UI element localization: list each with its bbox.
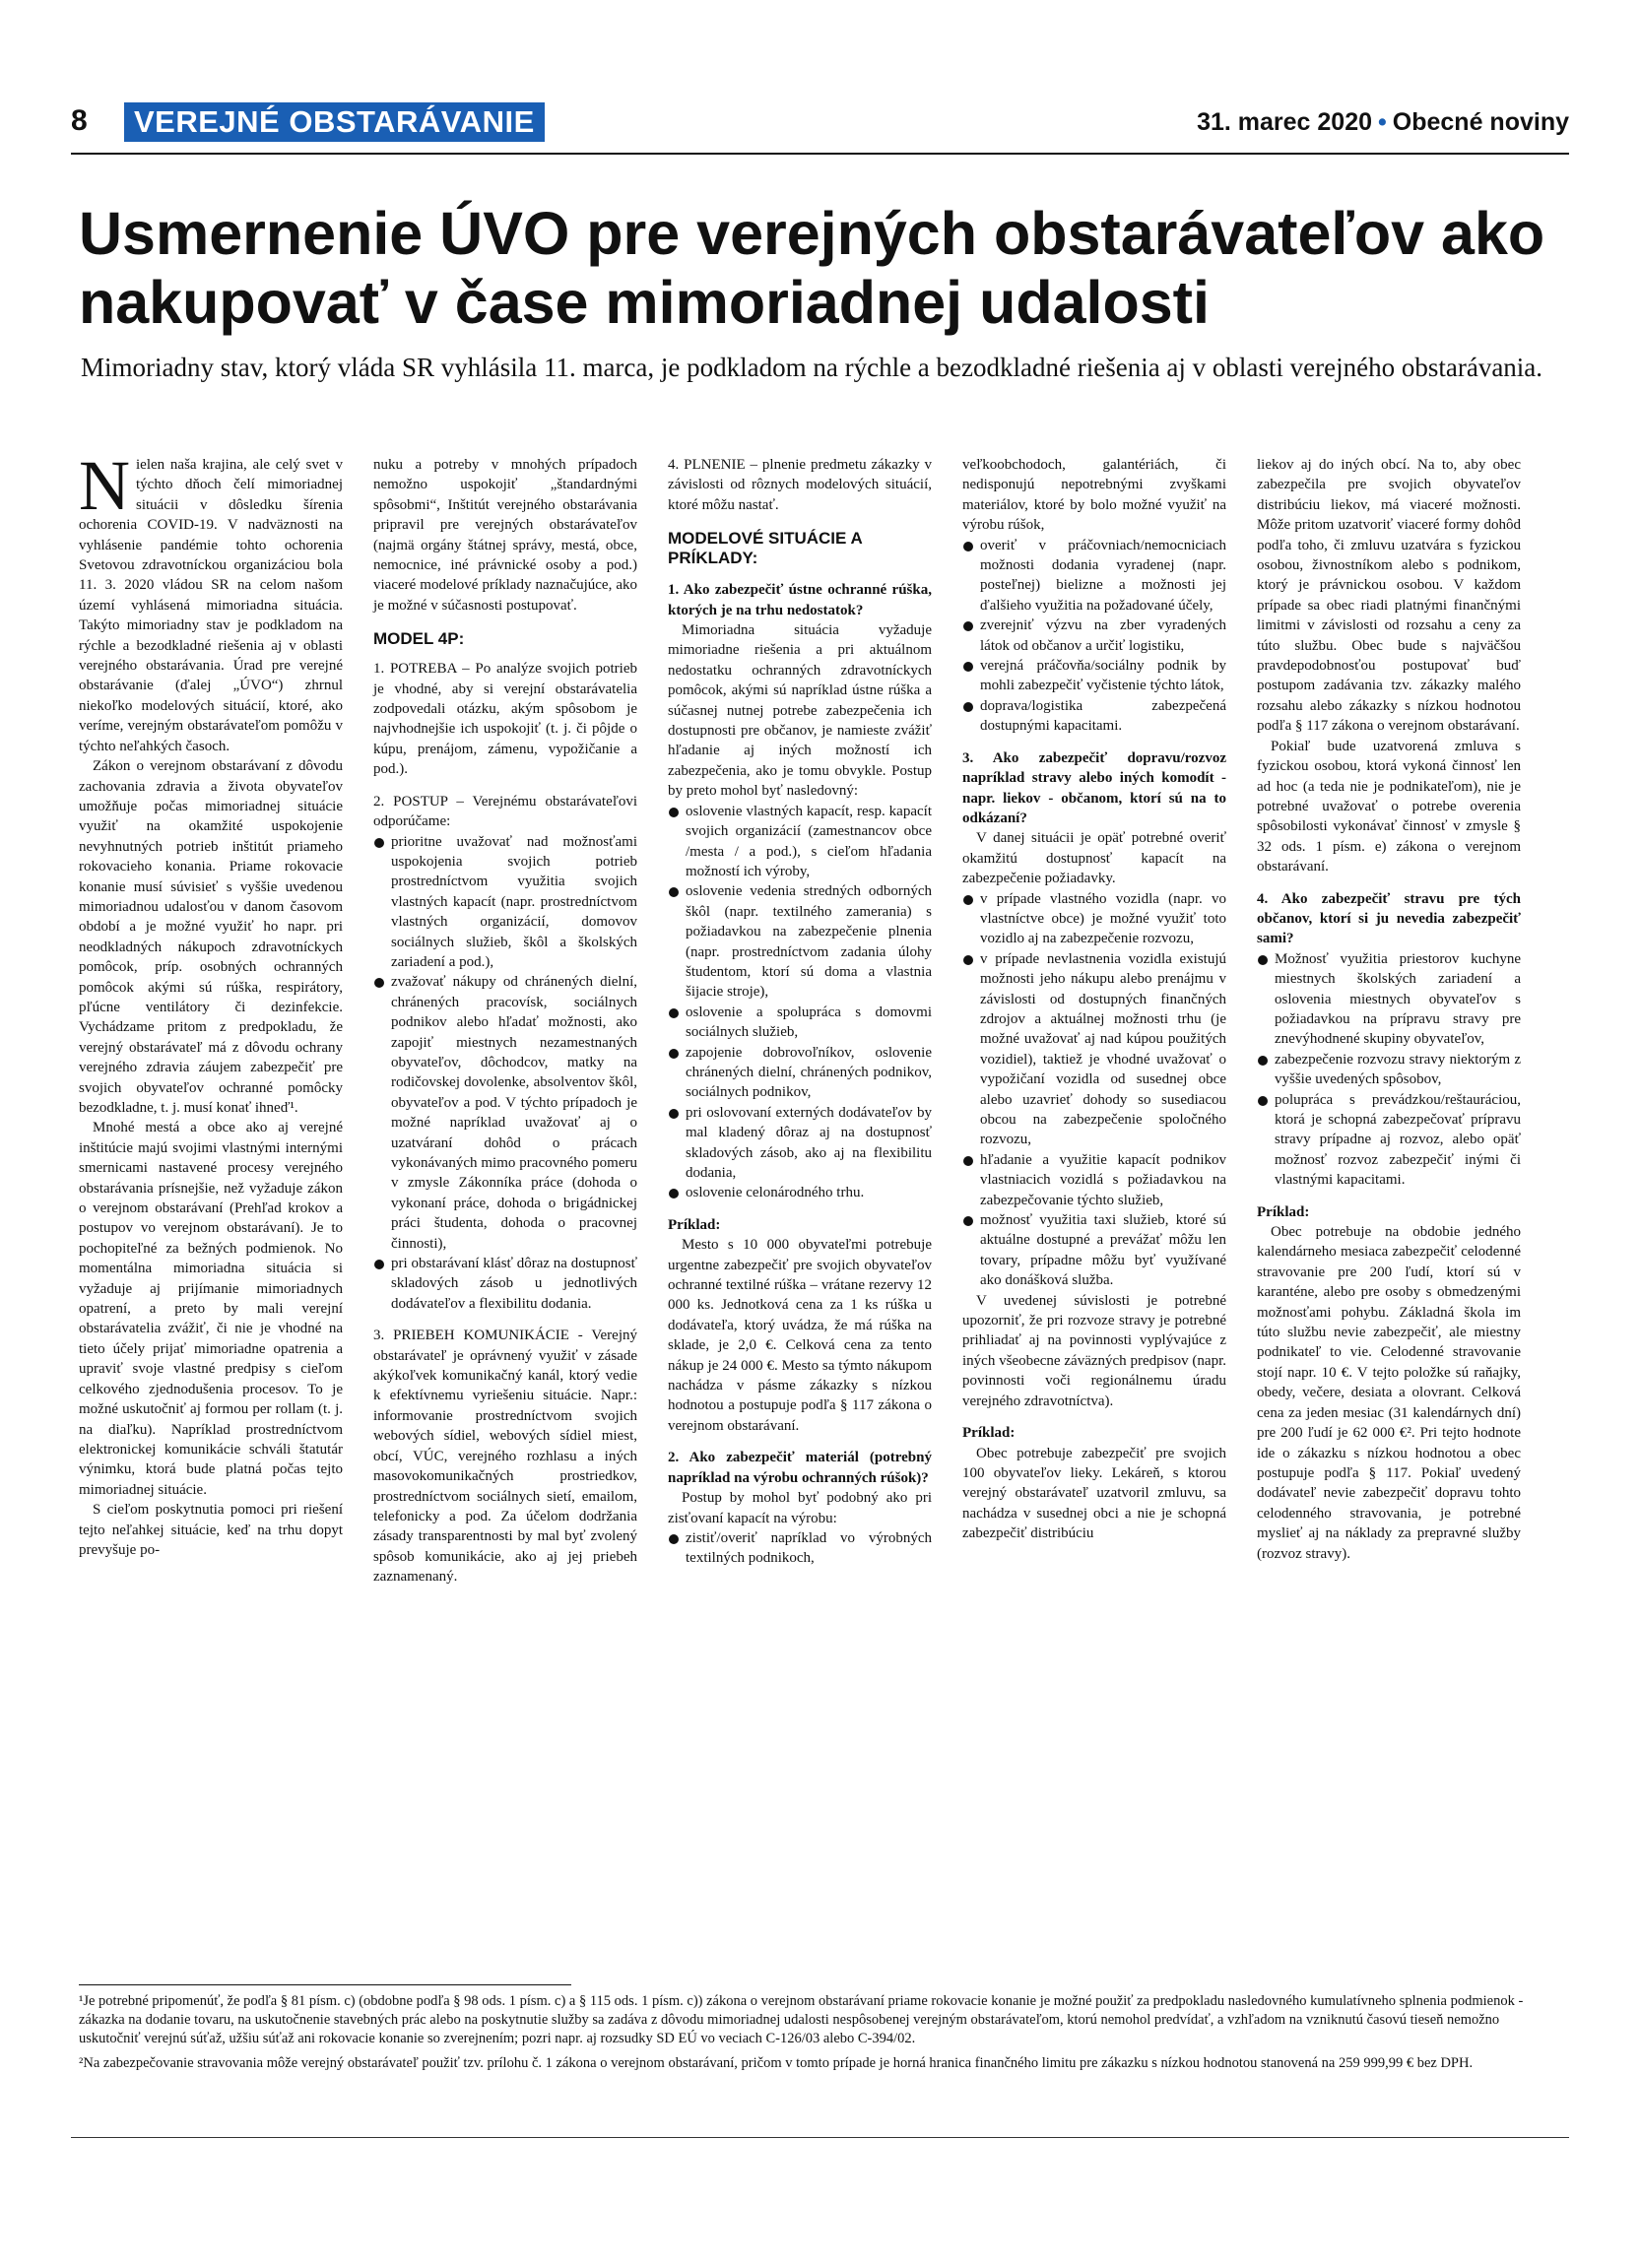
article-lead: Mimoriadny stav, ktorý vláda SR vyhlásila 11. marca, je podkladom na rýchle a bezodkladné riešenia aj v oblasti verejného obstarávania. xyxy=(81,353,1543,382)
paragraph: Postup by mohol byť podobný ako pri zisťovaní kapacít na výrobu: xyxy=(668,1490,932,1526)
list-item: zapojenie dobrovoľníkov, oslovenie chránených dielní, chránených podnikov, sociálnych podnikov, xyxy=(668,1043,932,1103)
intro-paragraph xyxy=(79,446,343,756)
header-rule xyxy=(71,153,1569,155)
issue-info xyxy=(1197,108,1569,137)
subheading: MODELOVÉ SITUÁCIE A PRÍKLADY: xyxy=(668,529,863,568)
question-heading: 1. Ako zabezpečiť ústne ochranné rúška, ktorých je na trhu nedostatok? xyxy=(668,582,932,618)
bullet-list xyxy=(1257,949,1521,1191)
paragraph: Mimoriadna situácia vyžaduje mimoriadne riešenia a pri aktuálnom nedostatku ochranných zdravotníckych pomôcok, akými sú napríklad ústne rúška a súčasnej nutnej potrebe zabezpečenia ich dostupnosti pre občanov, je namieste zvážiť hľadanie aj iných možností ich zabezpečenia, ako je tomu obvykle. Postup by preto mohol byť nasledovný: xyxy=(668,622,932,800)
paragraph: veľkoobchodoch, galantériách, či nedisponujú nepotrebnými zvyškami materiálov, ktoré by bolo možné využiť na výrobu rúšok, xyxy=(962,457,1226,534)
example-label: Príklad: xyxy=(1257,1203,1310,1220)
page-number: 8 xyxy=(71,104,88,137)
list-item: pri obstarávaní klásť dôraz na dostupnosť skladových zásob u jednotlivých dodávateľov a flexibilitu dodania. xyxy=(373,1254,637,1314)
list-item: pri oslovovaní externých dodávateľov by mal kladený dôraz aj na dostupnosť skladových zásob, ako aj na flexibilitu dodania, xyxy=(668,1103,932,1184)
list-item: v prípade nevlastnenia vozidla existujú možnosti jeho nákupu alebo prenájmu v závislosti od dostupných finančných zdrojov a aktuálnej možnosti trhu (je možné uvažovať aj nad kúpou použitých vozidiel), taktiež je vhodné uvažovať o vypožičaní vozidla od susednej obce alebo uzavrieť dohody so susediacou obcou na zabezpečenie spoločného rozvozu, xyxy=(962,949,1226,1150)
separator-dot: • xyxy=(1378,108,1387,136)
subheading: MODEL 4P: xyxy=(373,629,465,649)
article-title: Usmernenie ÚVO pre verejných obstarávateľov ako nakupovať v čase mimoriadnej udalosti xyxy=(79,200,1545,336)
column-2 xyxy=(373,455,637,1588)
example-label: Príklad: xyxy=(962,1425,1016,1442)
list-item: overiť v práčovniach/nemocniciach možnosti dodania vyradenej (napr. posteľnej) bielizne a možnosti jej ďalšieho využitia na požadované účely, xyxy=(962,536,1226,616)
publication-name: Obecné noviny xyxy=(1392,108,1569,136)
section-label: VEREJNÉ OBSTARÁVANIE xyxy=(124,102,545,142)
paragraph: V uvedenej súvislosti je potrebné upozorniť, že pri rozvoze stravy je potrebné prihliadať aj na povinnosti vyplývajúce z iných všeobecne záväzných predpisov (napr. povinnosti voči regionálnemu úradu verejného zdravotníctva). xyxy=(962,1292,1226,1409)
drop-cap: N xyxy=(79,446,130,525)
list-item: prioritne uvažovať nad možnosťami uspokojenia svojich potrieb prostredníctvom využitia svojich vlastných kapacít (napr. prostredníctvom vlastných organizácií, domovov sociálnych služieb, škôl a školských zariadení a pod.), xyxy=(373,832,637,973)
question-heading: 3. Ako zabezpečiť dopravu/rozvoz napríklad stravy alebo iných komodít - napr. liekov - občanom, ktorí sú na to odkázaní? xyxy=(962,749,1226,826)
paragraph: Obec potrebuje zabezpečiť pre svojich 100 obyvateľov lieky. Lekáreň, s ktorou verejný obstarávateľ uzatvoril zmluvu, sa nachádza v susednej obci a nie je schopná zabezpečiť distribúciu xyxy=(962,1445,1226,1542)
list-item: hľadanie a využitie kapacít podnikov vlastniacich vozidlá s požiadavkou na zabezpečovanie týchto služieb, xyxy=(962,1150,1226,1210)
paragraph: Mnohé mestá a obce ako aj verejné inštitúcie majú svojimi vlastnými internými smernicami nastavené procesy verejného obstarávania prísnejšie, než vyžaduje zákon o verejnom obstarávaní (Prehľad krokov a postupov vo verejnom obstarávaní). Je to pochopiteľné za bežných podmienok. No momentálna mimoriadna situácia si vyžaduje aj prijímanie mimoriadnych opatrení, a preto by mali verejní obstarávatelia zvážiť, či nie je vhodné na tieto účely prijať mimoriadne opatrenia a upraviť svoje vlastné predpisy s cieľom celkového zjednodušenia procesov. To je možné uskutočniť aj formou per rollam (t. j. na diaľku). Napríklad prostredníctvom elektronickej komunikácie schváli štatutár výnimku, ktorá bude platná počas tejto mimoriadnej situácie. xyxy=(79,1120,343,1498)
question-heading: 4. Ako zabezpečiť stravu pre tých občanov, ktorí si ju nevedia zabezpečiť sami? xyxy=(1257,890,1521,947)
issue-date: 31. marec 2020 xyxy=(1197,108,1373,136)
question-heading: 2. Ako zabezpečiť materiál (potrebný napríklad na výrobu ochranných rúšok)? xyxy=(668,1450,932,1486)
paragraph: V danej situácii je opäť potrebné overiť okamžitú dostupnosť kapacít na zabezpečenie požiadavky. xyxy=(962,830,1226,887)
paragraph: 3. PRIEBEH KOMUNIKÁCIE - Verejný obstarávateľ je oprávnený využiť v zásade akýkoľvek komunikačný kanál, ktorý vedie k efektívnemu vyriešeniu situácie. Napr.: informovanie prostredníctvom svojich webových sídiel, webových sídiel miest, obcí, VÚC, verejného rozhlasu a iných masovokomunikačných prostriedkov, prostredníctvom sociálnych sietí, emailom, telefonicky a pod. Za účelom dodržania zásady transparentnosti by mal byť zvolený spôsob komunikácie, ako aj jej priebeh zaznamenaný. xyxy=(373,1328,637,1586)
paragraph: 2. POSTUP – Verejnému obstarávateľovi odporúčame: xyxy=(373,793,637,830)
list-item: verejná práčovňa/sociálny podnik by mohli zabezpečiť vyčistenie týchto látok, xyxy=(962,656,1226,696)
list-item: zistiť/overiť napríklad vo výrobných textilných podnikoch, xyxy=(668,1528,932,1569)
paragraph: Pokiaľ bude uzatvorená zmluva s fyzickou osobou, ktorá vykoná činnosť len ad hoc (a teda nie je podnikateľom), nie je potrebné uvažovať o potrebe overenia spôsobilosti vykonávať činnosť v zmysle § 32 ods. 1 písm. e) zákona o verejnom obstarávaní. xyxy=(1257,738,1521,875)
list-item: oslovenie vlastných kapacít, resp. kapacít svojich organizácií (zamestnancov obce /mesta / a pod.), s cieľom hľadania možností ich výroby, xyxy=(668,802,932,882)
paragraph: Zákon o verejnom obstarávaní z dôvodu zachovania zdravia a života obyvateľov umožňuje počas mimoriadnej situácie využiť na okamžité uspokojenie nevyhnutných potrieb inštitút priameho rokovacieho konania. Priame rokovacie konanie musí súvisieť s vyššie uvedenou mimoriadnou udalosťou v danom časovom období a je možné využiť ho napr. pri neodkladných nákupoch zdravotníckych pomôcok, príp. osobných ochranných pomôcok akými sú rúška, respirátory, pľúcne ventilátory či dezinfekcie. Vychádzame pritom z predpokladu, že verejný obstarávateľ má z dôvodu ochrany verejného zdravia záujem zabezpečiť pre svojich obyvateľov ochranné pomôcky bezodkladne, t. j. musí konať ihneď¹. xyxy=(79,758,343,1116)
paragraph: Obec potrebuje na obdobie jedného kalendárneho mesiaca zabezpečiť celodenné stravovanie pre 200 ľudí, ktorí sú v karanténe, alebo pre osoby s obmedzenými možnosťami pohybu. Základná škola im túto službu nevie zabezpečiť, ale miestny podnikateľ to vie. Celodenné stravovanie stojí napr. 10 €. V tejto položke sú raňajky, obedy, večere, desiata a olovrant. Celková cena za jeden mesiac (31 kalendárnych dní) pre 200 ľudí je 62 000 €². Pri tejto hodnote ide o zákazku s nízkou hodnotou a obec postupuje podľa § 117. Pokiaľ uvedený dodávateľ nevie zabezpečiť dopravu tohto celodenného stravovania, je potrebné myslieť aj na náklady za prepravné služby (rozvoz stravy). xyxy=(1257,1224,1521,1562)
column-4 xyxy=(962,455,1226,1544)
footnote-1: ¹Je potrebné pripomenúť, že podľa § 81 písm. c) (obdobne podľa § 98 ods. 1 písm. c) a § 115 ods. 1 písm. c)) zákona o verejnom obstarávaní priame rokovacie konanie je možné použiť za predpokladu nasledovného kumulatívneho splnenia podmienok - zákazka na dodanie tovaru, na uskutočnenie stavebných prác alebo na poskytnutie služby sa zadáva z dôvodu mimoriadnej udalosti nespôsobenej verejným obstarávateľom, ktorú nemohol predvídať, a vzhľadom na vzniknutú časovú tieseň nemožno uskutočniť verejnú súťaž, užšiu súťaž ani rokovacie konanie so zverejnením; pozri napr. aj rozsudky SD EÚ vo veciach C-126/03 alebo C-394/02. xyxy=(79,1993,1524,2046)
list-item: doprava/logistika zabezpečená dostupnými kapacitami. xyxy=(962,696,1226,737)
paragraph: nuku a potreby v mnohých prípadoch nemožno uspokojiť „štandardnými spôsobmi“, Inštitút verejného obstarávania pripravil pre verejných obstarávateľov (najmä orgány štátnej správy, mestá, obce, nemocnice, iné právnické osoby a pod.) viaceré modelové príklady naznačujúce, ako je možné v súčasnosti postupovať. xyxy=(373,457,637,614)
column-5 xyxy=(1257,455,1521,1564)
bullet-list xyxy=(373,832,637,1315)
page-header xyxy=(71,102,1569,148)
paragraph: liekov aj do iných obcí. Na to, aby obec zabezpečila pre svojich obyvateľov distribúciu liekov, má viaceré možnosti. Môže pritom uzatvoriť viaceré formy dohôd podľa toho, či zmluvu uzatvára s fyzickou osobou, živnostníkom alebo s podnikom, ktorý je právnickou osobou. V každom prípade sa obec riadi platnými finančnými limitmi v závislosti od rozsahu a ceny za túto službu. Obec bude s najväčšou pravdepodobnosťou postupovať buď postupom zadávania tzv. zákazky malého rozsahu alebo zákazky s nízkou hodnotou podľa § 117 zákona o verejnom obstarávaní. xyxy=(1257,457,1521,735)
list-item: zverejniť výzvu na zber vyradených látok od občanov a určiť logistiku, xyxy=(962,616,1226,656)
column-1 xyxy=(79,446,343,1560)
list-item: možnosť využitia taxi služieb, ktoré sú aktuálne dostupné a prevážať môžu len tovary, prípadne môžu byť využívané ako donášková služba. xyxy=(962,1210,1226,1291)
column-3 xyxy=(668,455,932,1569)
bottom-rule xyxy=(71,2137,1569,2138)
list-item: zabezpečenie rozvozu stravy niektorým z vyššie uvedených spôsobov, xyxy=(1257,1050,1521,1090)
list-item: v prípade vlastného vozidla (napr. vo vlastníctve obce) je možné využiť toto vozidlo aj na zabezpečenie rozvozu, xyxy=(962,889,1226,949)
footnotes xyxy=(79,1992,1561,2079)
intro-text: ielen naša krajina, ale celý svet v týchto dňoch čelí mimoriadnej situácii v dôsledku šírenia ochorenia COVID-19. V nadväznosti na vyhlásenie pandémie tohto ochorenia Svetovou zdravotníckou organizáciou bola 11. 3. 2020 vládou SR na celom našom území vyhlásená mimoriadna situácia. Takýto mimoriadny stav je podkladom na rýchle a bezodkladné riešenia aj v oblasti verejného obstarávania. Úrad pre verejné obstarávanie (ďalej „ÚVO“) zhrnul niekoľko modelových situácií, ktoré, ako veríme, verejným obstarávateľom pomôžu v týchto neľahkých časoch. xyxy=(79,457,343,754)
example-label: Príklad: xyxy=(668,1216,721,1233)
paragraph: S cieľom poskytnutia pomoci pri riešení tejto neľahkej situácie, keď na trhu dopyt prevyšuje po- xyxy=(79,1502,343,1558)
paragraph: 4. PLNENIE – plnenie predmetu zákazky v závislosti od rôznych modelových situácií, ktoré môžu nastať. xyxy=(668,457,932,513)
bullet-list xyxy=(962,536,1226,737)
paragraph: 1. POTREBA – Po analýze svojich potrieb je vhodné, aby si verejní obstarávatelia zodpovedali otázku, akým spôsobom je najvhodnejšie ich uspokojiť (t. j. či pôjde o kúpu, prenájom, zámenu, vypožičanie a pod.). xyxy=(373,661,637,778)
list-item: polupráca s prevádzkou/reštauráciou, ktorá je schopná zabezpečovať prípravu stravy prípadne aj rozvoz, alebo opäť možnosť rozvoz zabezpečiť inými či vlastnými kapacitami. xyxy=(1257,1090,1521,1191)
footnote-rule xyxy=(79,1984,571,1985)
footnote-2: ²Na zabezpečovanie stravovania môže verejný obstarávateľ použiť tzv. prílohu č. 1 zákona o verejnom obstarávaní, pričom v tomto prípade je horná hranica finančného limitu pre zákazku s nízkou hodnotou stanovená na 259 999,99 € bez DPH. xyxy=(79,2055,1474,2071)
list-item: zvažovať nákupy od chránených dielní, chránených pracovísk, sociálnych podnikov alebo hľadať možnosti, ako zapojiť miestnych nezamestnaných obyvateľov, dôchodcov, matky na rodičovskej dovolenke, absolventov škôl, obyvateľov a pod. V týchto prípadoch je možné napríklad uvažovať aj o uzatváraní dohôd o prácach vykonávaných mimo pracovného pomeru v zmysle Zákonníka práce (dohoda o vykonaní práce, dohoda o brigádnickej práci študenta, dohoda o pracovnej činnosti), xyxy=(373,972,637,1254)
list-item: oslovenie celonárodného trhu. xyxy=(668,1183,932,1202)
list-item: Možnosť využitia priestorov kuchyne miestnych školských zariadení a oslovenia miestnych obyvateľov s požiadavkou na prípravu stravy pre znevýhodnené skupiny obyvateľov, xyxy=(1257,949,1521,1050)
bullet-list xyxy=(668,802,932,1203)
bullet-list xyxy=(668,1528,932,1569)
bullet-list xyxy=(962,889,1226,1291)
paragraph: Mesto s 10 000 obyvateľmi potrebuje urgentne zabezpečiť pre svojich obyvateľov ochranné textilné rúška – vrátane rezervy 12 000 ks. Jednotková cena za 1 ks rúška u dodávateľa, ktorý uvádza, že má rúška na sklade, je 2,0 €. Celková cena za tento nákup je 24 000 €. Mesto sa týmto nákupom nachádza v pásme zákazky s nízkou hodnotou a postupuje podľa § 117 zákona o verejnom obstarávaní. xyxy=(668,1237,932,1434)
list-item: oslovenie vedenia stredných odborných škôl (napr. textilného zamerania) s požiadavkou na zabezpečenie plnenia (napr. prostredníctvom zadania úlohy študentom, ktorí sú doma a vlastnia šijacie stroje), xyxy=(668,881,932,1002)
list-item: oslovenie a spolupráca s domovmi sociálnych služieb, xyxy=(668,1003,932,1043)
